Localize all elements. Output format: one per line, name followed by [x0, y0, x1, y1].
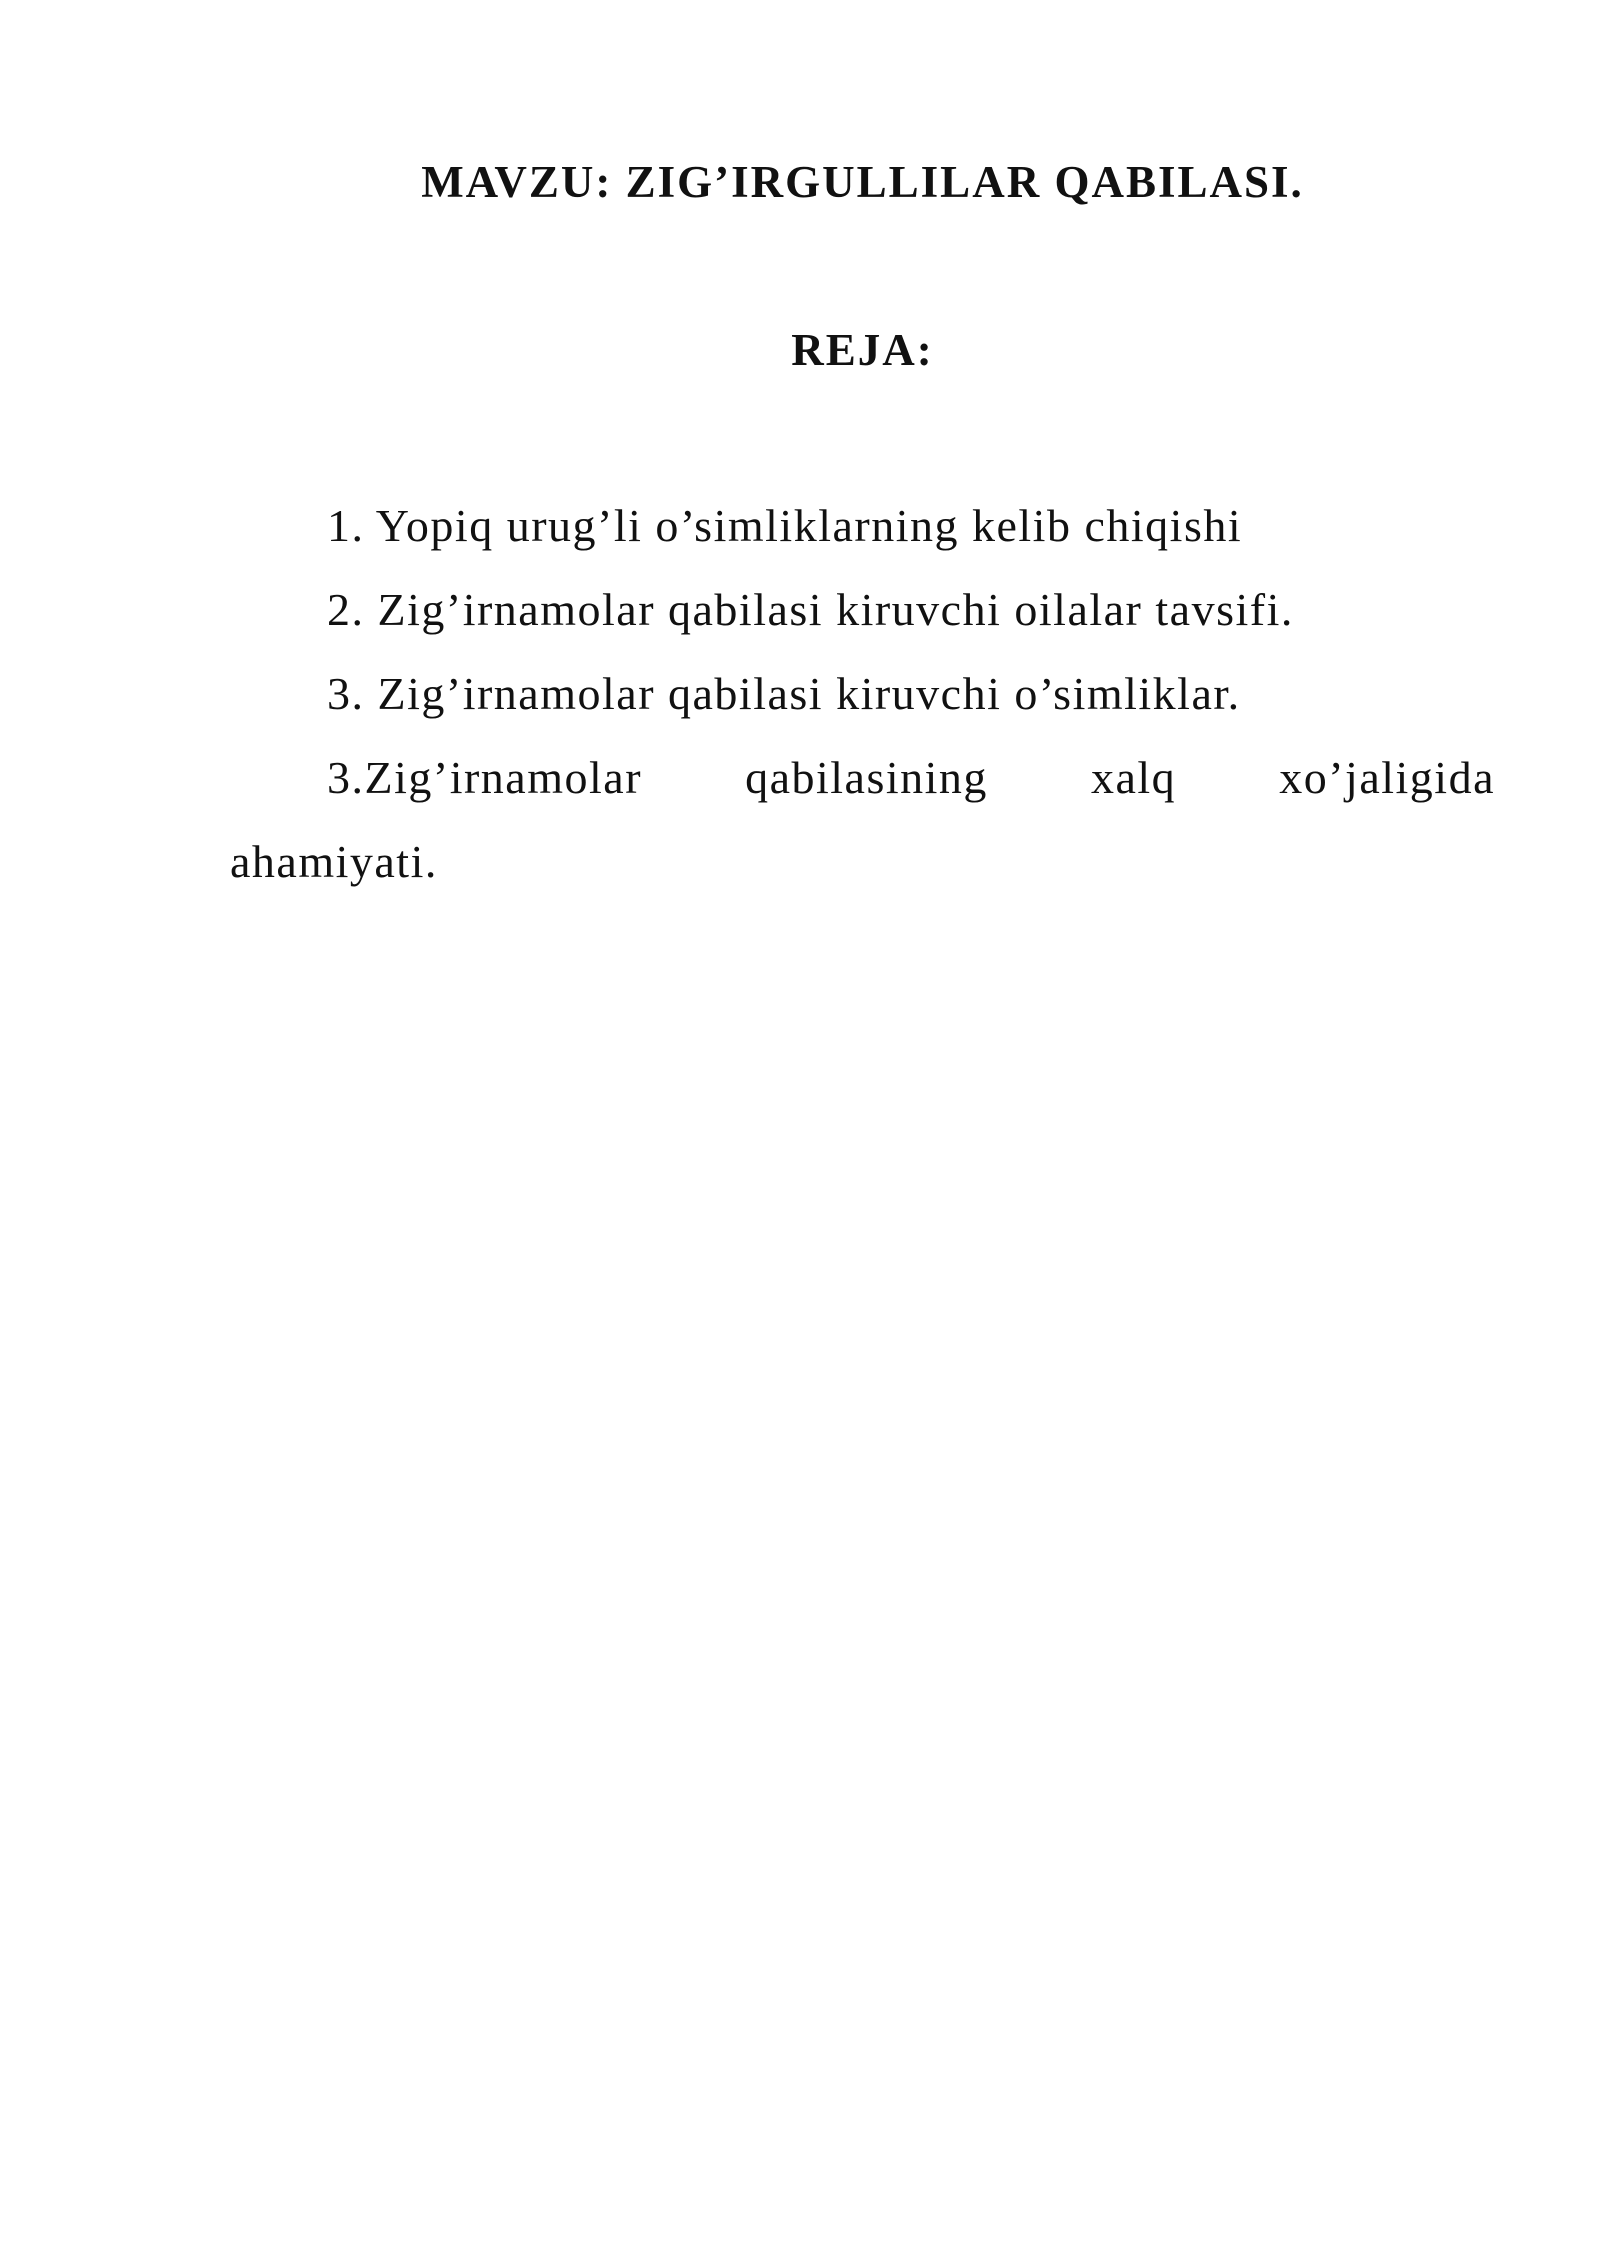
plan-item-4-word: xo’jaligida: [1279, 752, 1495, 803]
plan-item-3: 3. Zig’irnamolar qabilasi kiruvchi o’simliklar.: [327, 668, 1241, 719]
document-title: MAVZU: ZIG’IRGULLILAR QABILASI.: [421, 157, 1304, 207]
plan-item-4-word: xalq: [1090, 752, 1177, 803]
plan-item-1: 1. Yopiq urug’li o’simliklarning kelib chiqishi: [327, 500, 1243, 551]
plan-item-4-word: qabilasining: [745, 752, 988, 803]
plan-heading: REJA:: [791, 325, 934, 375]
plan-item-4-first-line: [230, 736, 1495, 820]
plan-list: [230, 484, 1495, 904]
plan-item-4-word: 3.Zig’irnamolar: [327, 752, 643, 803]
plan-item-4: [230, 736, 1495, 904]
plan-item-4-continuation: ahamiyati.: [230, 836, 438, 887]
plan-item-2: 2. Zig’irnamolar qabilasi kiruvchi oilalar tavsifi.: [327, 584, 1294, 635]
